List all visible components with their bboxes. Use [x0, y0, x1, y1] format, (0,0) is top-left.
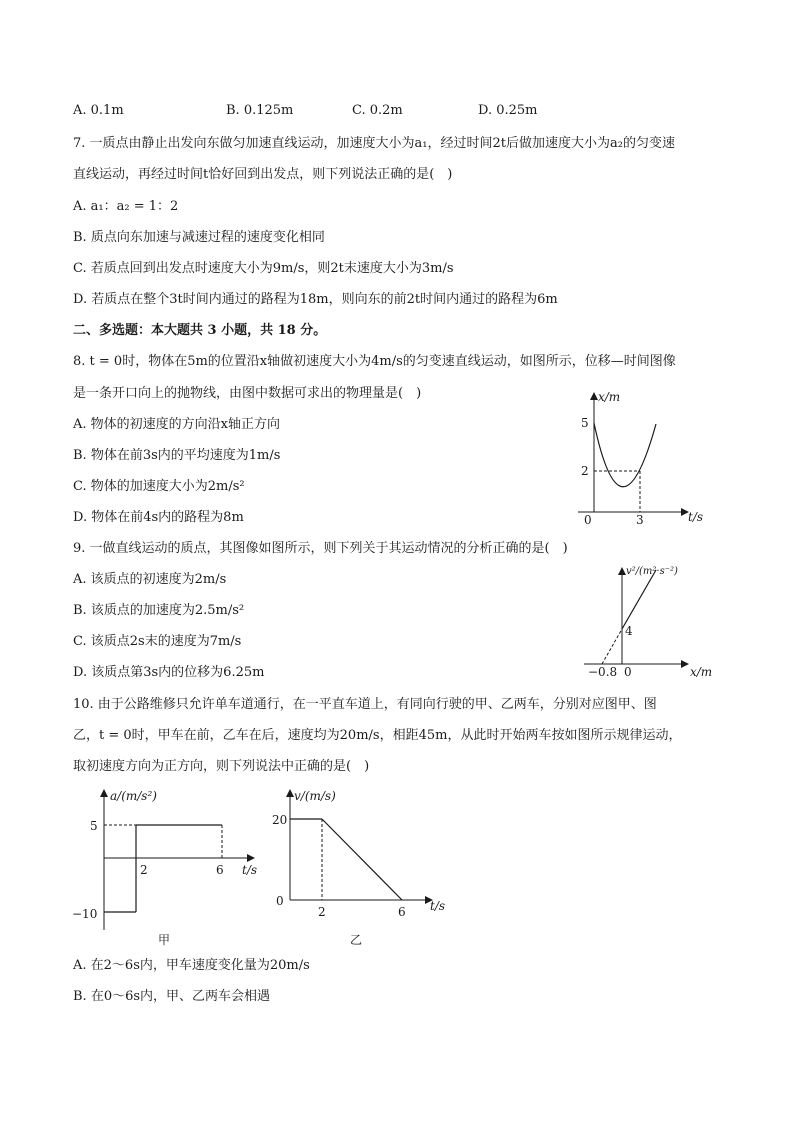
q10a-y-axis-label: a/(m/s²)	[110, 789, 157, 803]
q10b-tick-20: 20	[272, 813, 288, 827]
q9-tick-4: 4	[625, 624, 633, 638]
q9-v2x-graph	[580, 560, 730, 685]
q9-tick-neg: −0.8	[588, 665, 618, 679]
q10a-tick-2: 2	[140, 863, 148, 877]
q9-dashed-extension	[602, 629, 622, 664]
q8-stem-line2: 是一条开口向上的抛物线，由图中数据可求出的物理量是( )	[73, 386, 422, 401]
q8-option-a: A. 物体的初速度的方向沿x轴正方向	[73, 417, 280, 432]
q7-stem-line1: 7. 一质点由静止出发向东做匀加速直线运动，加速度大小为a₁，经过时间2t后做加速度大小为a₂的匀变速	[73, 136, 675, 151]
q8-x-axis-label: t/s	[688, 510, 704, 524]
q8-stem-line1: 8. t = 0时，物体在5m的位置沿x轴做初速度大小为4m/s的匀变速直线运动，如图所示，位移—时间图像	[73, 354, 676, 369]
q9-option-b: B. 该质点的加速度为2.5m/s²	[73, 603, 245, 618]
q8-tick-3: 3	[636, 513, 644, 527]
q10a-tick-6: 6	[216, 863, 224, 877]
q10-graph-jia	[70, 782, 270, 952]
q10b-tick-2: 2	[318, 905, 326, 919]
q10-graph-yi	[270, 782, 460, 952]
q7-stem-line2: 直线运动，再经过时间t恰好回到出发点，则下列说法正确的是( )	[73, 167, 453, 182]
q8-parabola-curve	[594, 423, 656, 487]
q10a-x-axis-label: t/s	[242, 863, 258, 877]
q7-option-d: D. 若质点在整个3t时间内通过的路程为18m，则向东的前2t时间内通过的路程为6m	[73, 292, 558, 307]
q7-option-c: C. 若质点回到出发点时速度大小为9m/s，则2t末速度大小为3m/s	[73, 261, 454, 276]
q7-option-a: A. a₁：a₂ = 1：2	[73, 199, 179, 214]
q7-option-b: B. 质点向东加速与减速过程的速度变化相同	[73, 230, 325, 245]
q10b-tick-0: 0	[276, 894, 284, 908]
q8-origin-label: 0	[584, 513, 592, 527]
q9-stem: 9. 一做直线运动的质点，其图像如图所示，则下列关于其运动情况的分析正确的是( )	[73, 541, 568, 556]
q10-stem-line2: 乙，t = 0时，甲车在前，乙车在后，速度均为20m/s，相距45m，从此时开始两车按如图所示规律运动，	[73, 728, 682, 743]
q8-tick-2: 2	[581, 464, 589, 478]
q8-xt-graph	[570, 385, 720, 530]
section-heading-multiple-choice: 二、多选题：本大题共 3 小题，共 18 分。	[73, 323, 327, 338]
q10-option-b: B. 在0～6s内，甲、乙两车会相遇	[73, 989, 271, 1004]
q10b-y-axis-label: v/(m/s)	[294, 789, 336, 803]
q8-option-b: B. 物体在前3s内的平均速度为1m/s	[73, 448, 281, 463]
q10a-tick-neg10: −10	[72, 907, 98, 921]
q10b-caption: 乙	[350, 933, 363, 947]
q6-option-c: C. 0.2m	[352, 103, 403, 118]
q10b-x-axis-label: t/s	[430, 899, 446, 913]
q10a-caption: 甲	[158, 933, 171, 947]
q8-option-c: C. 物体的加速度大小为2m/s²	[73, 479, 245, 494]
q10b-segment-decreasing	[322, 819, 402, 900]
q8-tick-5: 5	[581, 416, 589, 430]
q9-option-a: A. 该质点的初速度为2m/s	[73, 572, 227, 587]
q8-y-axis-label: x/m	[598, 390, 621, 404]
q9-option-c: C. 该质点2s末的速度为7m/s	[73, 634, 242, 649]
q10-stem-line1: 10. 由于公路维修只允许单车道通行，在一平直车道上，有同向行驶的甲、乙两车，分别对应图甲、图	[73, 697, 657, 712]
q9-solid-line	[622, 570, 656, 629]
q10-option-a: A. 在2～6s内，甲车速度变化量为20m/s	[73, 958, 310, 973]
q9-y-axis-label: v²/(m²·s⁻²)	[626, 566, 678, 577]
q6-option-a: A. 0.1m	[73, 103, 124, 118]
q10a-tick-5: 5	[90, 819, 98, 833]
q8-option-d: D. 物体在前4s内的路程为8m	[73, 510, 244, 525]
q10-stem-line3: 取初速度方向为正方向，则下列说法中正确的是( )	[73, 759, 370, 774]
q10b-tick-6: 6	[398, 905, 406, 919]
q9-option-d: D. 该质点第3s内的位移为6.25m	[73, 665, 265, 680]
q6-option-b: B. 0.125m	[226, 103, 294, 118]
q9-x-axis-label: x/m	[690, 665, 713, 679]
q9-origin-label: 0	[624, 665, 632, 679]
q6-option-d: D. 0.25m	[478, 103, 538, 118]
